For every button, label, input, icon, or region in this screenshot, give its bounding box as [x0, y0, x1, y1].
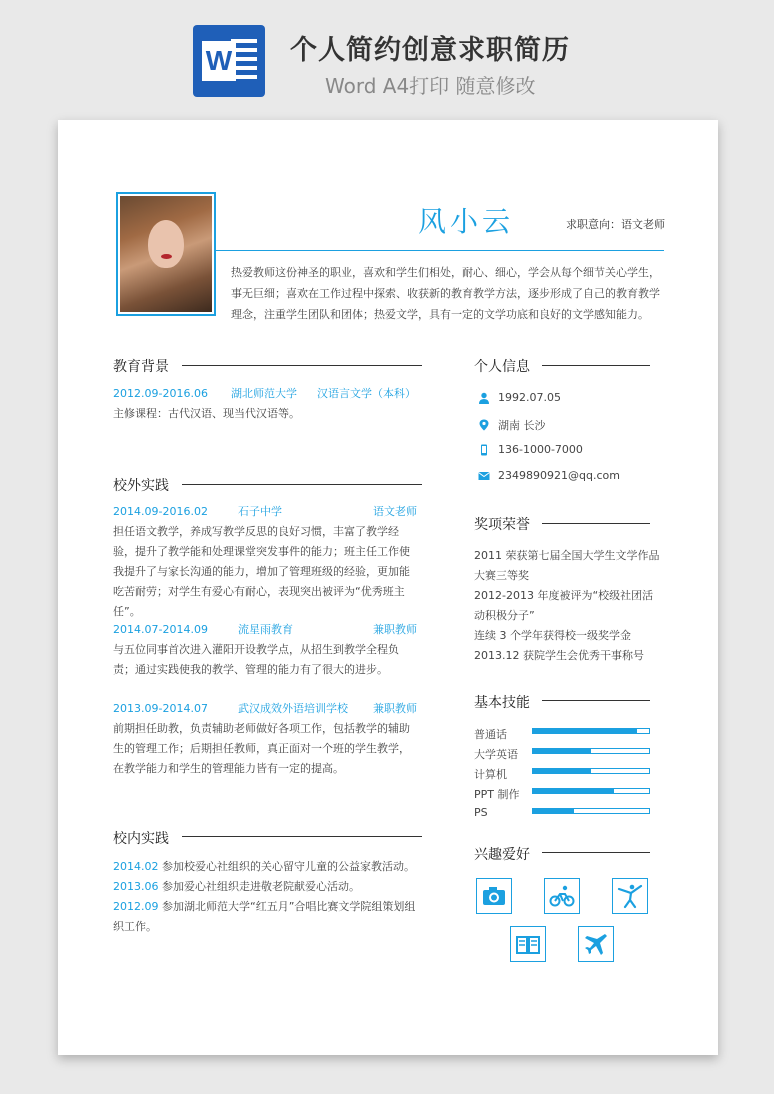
external-desc: 担任语文教学，养成写教学反思的良好习惯，丰富了教学经验，提升了教学能和处理课堂突发事件的能力；班主任工作使我提升了与家长沟通的能力，增加了管理班级的经验，更加能吃苦耐劳；对学生有爱心有耐心，表现突出被评为“优秀班主任”。: [113, 525, 410, 618]
awards-text: 2011 荣获第七届全国大学生文学作品大赛三等奖 2012-2013 年度被评为“校级社团活动积极分子” 连续 3 个学年获得校一级奖学金 2013.12 获院学生会优秀干事称号: [474, 549, 660, 662]
education-block: [113, 384, 423, 424]
internal-item: [113, 877, 423, 897]
education-title: 教育背景: [113, 359, 169, 375]
skill-label: 计算机: [474, 768, 507, 781]
email-item: [478, 469, 620, 482]
external-item: [113, 502, 417, 622]
hobbies-title: 兴趣爱好: [474, 847, 530, 863]
internal-date: 2013.06: [113, 880, 159, 893]
awards-title: 奖项荣誉: [474, 517, 530, 533]
internal-text: 参加爱心社组织走进敬老院献爱心活动。: [158, 880, 360, 893]
airplane-icon: [578, 926, 614, 962]
banner: [0, 0, 774, 110]
external-role: 语文老师: [373, 505, 417, 518]
profile-intro: 热爱教师这份神圣的职业，喜欢和学生们相处，耐心、细心，学会从每个细节关心学生，事无巨细；喜欢在工作过程中探索、收获新的教育教学方法，逐步形成了自己的教育教学理念，注重学生团队和团体；热爱文学，具有一定的文学功底和良好的文学感知能力。: [231, 266, 660, 321]
education-courses: 主修课程：古代汉语、现当代汉语等。: [113, 407, 300, 420]
internal-date: 2012.09: [113, 900, 159, 913]
external-period: 2014.07-2014.09: [113, 623, 208, 636]
internal-text: 参加湖北师范大学“红五月”合唱比赛文学院组策划组织工作。: [113, 900, 416, 933]
skill-label: 普通话: [474, 728, 507, 741]
personal-divider: [542, 365, 650, 366]
resume-page: [58, 120, 718, 1055]
external-period: 2014.09-2016.02: [113, 505, 208, 518]
dance-icon: [612, 878, 648, 914]
external-divider: [182, 484, 422, 485]
external-org: 石子中学: [237, 505, 282, 518]
phone-text: 136-1000-7000: [498, 443, 583, 456]
external-role: 兼职教师: [373, 623, 417, 636]
cycling-icon: [544, 878, 580, 914]
internal-item: [113, 897, 423, 937]
external-org: 武汉成效外语培训学校: [237, 702, 348, 715]
education-school: 湖北师范大学: [231, 387, 297, 400]
internal-text: 参加校爱心社组织的关心留守儿童的公益家教活动。: [158, 860, 415, 873]
name-divider: [216, 250, 664, 251]
skill-label: 大学英语: [474, 748, 518, 761]
education-period: 2012.09-2016.06: [113, 387, 208, 400]
skill-label: PPT 制作: [474, 788, 520, 801]
skill-bar: [532, 728, 650, 734]
skill-bar: [532, 788, 650, 794]
external-title: 校外实践: [113, 478, 169, 494]
internal-item: [113, 857, 423, 877]
external-desc: 与五位同事首次进入灌阳开设教学点，从招生到教学全程负责；通过实践使我的教学、管理的能力有了很大的进步。: [113, 643, 399, 676]
mail-icon: [478, 470, 490, 482]
birth-date: 1992.07.05: [498, 391, 561, 404]
person-icon: [478, 392, 490, 404]
external-desc: 前期担任助教，负责辅助老师做好各项工作，包括教学的辅助生的管理工作；后期担任教师，真正面对一个班的学生教学，在教学能力和学生的管理能力皆有一定的提高。: [113, 722, 410, 775]
external-item: [113, 620, 417, 680]
skill-bar: [532, 768, 650, 774]
skill-bar: [532, 748, 650, 754]
awards-divider: [542, 523, 650, 524]
internal-list: [113, 857, 423, 937]
word-logo-letter: W: [202, 41, 236, 81]
skill-bar: [532, 808, 650, 814]
profile-name: 风小云: [418, 205, 515, 238]
birth-item: [478, 391, 561, 404]
location-text: 湖南 长沙: [498, 419, 546, 432]
skills-title: 基本技能: [474, 695, 530, 711]
hobbies-divider: [542, 852, 650, 853]
external-org: 流星雨教育: [237, 623, 293, 636]
skills-divider: [542, 700, 650, 701]
phone-item: [478, 443, 583, 456]
skill-label: PS: [474, 806, 488, 819]
phone-icon: [478, 444, 490, 456]
word-logo-icon: [193, 25, 265, 97]
banner-title: 个人简约创意求职简历: [290, 35, 570, 66]
job-intent: 求职意向：语文老师: [566, 218, 665, 231]
profile-photo: [116, 192, 216, 316]
camera-icon: [476, 878, 512, 914]
email-text: 2349890921@qq.com: [498, 469, 620, 482]
internal-divider: [182, 836, 422, 837]
external-role: 兼职教师: [373, 702, 417, 715]
external-item: [113, 699, 417, 779]
internal-title: 校内实践: [113, 831, 169, 847]
location-pin-icon: [478, 419, 490, 431]
education-divider: [182, 365, 422, 366]
book-icon: [510, 926, 546, 962]
personal-title: 个人信息: [474, 359, 530, 375]
internal-date: 2014.02: [113, 860, 159, 873]
banner-subtitle: Word A4打印 随意修改: [325, 74, 536, 98]
external-period: 2013.09-2014.07: [113, 702, 208, 715]
location-item: [478, 417, 546, 433]
education-major: 汉语言文学（本科）: [317, 387, 416, 400]
